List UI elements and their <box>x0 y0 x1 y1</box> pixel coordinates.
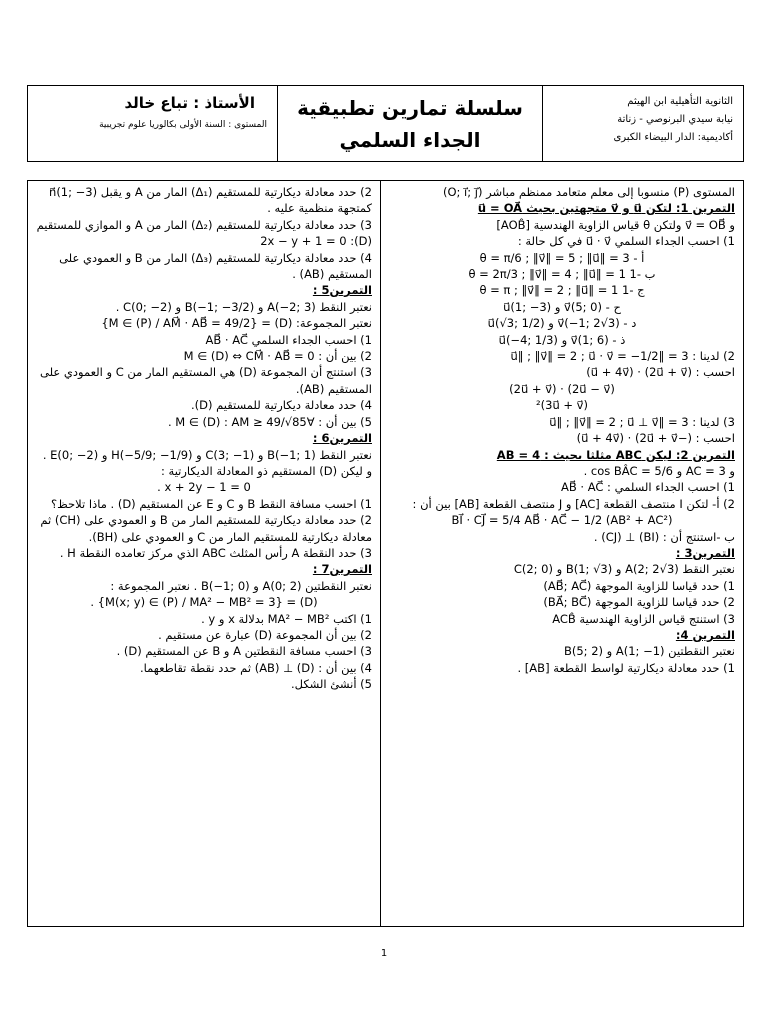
exercise-title: التمرين 4: <box>675 627 735 642</box>
exercise-line: و v⃗ = OB⃗ ولتكن θ قياس الزاوية الهندسية [AOB̂] <box>496 217 735 232</box>
title-cell <box>278 86 543 161</box>
exercise-line: نعتبر النقط A(−2; 3) و B(−1; −3/2) و C(0; −2) . <box>115 299 372 314</box>
exercise-line: 1) احسب الجداء السلمي u⃗ · v⃗ في كل حالة : <box>517 234 735 249</box>
exercise-line: 1) احسب الجداء السلمي : AB⃗ · AC⃗ <box>560 480 735 495</box>
exercise-line: نعتبر النقطتين A(1; −1) و B(5; 2) <box>563 644 735 659</box>
exercise-line: 1) احسب الجداء السلمي AB⃗ · AC⃗ <box>205 332 372 347</box>
level-label: المستوى : السنة الأولى بكالوريا علوم تجريبية <box>99 120 267 130</box>
exercise-title: التمرين 1: لتكن u⃗ و v⃗ متجهتين بحيث u⃗ = OA⃗ <box>477 201 735 216</box>
exercise-line: ج -1 θ = π ; ‖v⃗‖ = 2 ; ‖u⃗‖ = 1 <box>479 283 645 298</box>
exercise-line: 4) حدد معادلة ديكارتية للمستقيم (D). <box>190 398 372 413</box>
exercise-line: 3) استنتج أن المجموعة (D) هي المستقيم المار من C و العمودي على المستقيم (AB). <box>39 365 372 396</box>
exercise-line: نعتبر النقطتين A(0; 2) و B(−1; 0) . نعتبر المجموعة : <box>110 578 372 593</box>
exercise-line: د - v⃗(−1; 2√3) و u⃗(√3; 1/2) <box>487 316 637 331</box>
exercise-title: التمرين6 : <box>312 431 372 446</box>
page-number: 1 <box>380 948 388 959</box>
exercise-line: 3) حدد النقطة A رأس المثلث ABC الذي مركز تعامده النقطة H . <box>59 545 372 560</box>
topic-title: الجداء السلمي <box>339 128 481 152</box>
exercise-line: 2) أ- لتكن I منتصف القطعة [AC] و J منتصف القطعة [AB] بين أن : <box>412 496 735 511</box>
exercise-line: ح - v⃗(5; 0) و u⃗(1; −3) <box>503 299 621 314</box>
exercise-line: (2u⃗ − v⃗) · (2u⃗ + v⃗) <box>509 381 615 396</box>
exercise-line: نعتبر المجموعة: (D) = {M ∈ (P) / AM⃗ · AB⃗ = 49/2} <box>101 316 372 331</box>
exercise-title: التمرين 2: ليكن ABC مثلثا بحيث : AB = 4 <box>496 447 735 462</box>
exercise-line: BI⃗ · CJ⃗ = 5/4 AB⃗ · AC⃗ − 1/2 (AB² + AC²) <box>451 513 673 528</box>
exercise-line: ب -1 θ = 2π/3 ; ‖v⃗‖ = 4 ; ‖u⃗‖ = 1 <box>468 267 656 282</box>
exercise-title: التمرين7 : <box>312 562 372 577</box>
exercise-line: 2) حدد قياسا للزاوية الموجهة (BA⃗; BC⃗) <box>543 595 735 610</box>
exercise-line: 2) حدد معادلة ديكارتية للمستقيم (Δ₁) المار من A و يقبل n⃗(1; −3) كمتجهة منظمية عليه . <box>49 185 372 216</box>
teacher-name: الأستاذ : تباع خالد <box>124 94 255 112</box>
school-academy: أكاديمية: الدار البيضاء الكبرى <box>613 132 733 143</box>
series-title: سلسلة تمارين تطبيقية <box>297 96 523 120</box>
school-cell <box>543 86 743 161</box>
exercises-frame <box>27 180 744 927</box>
exercise-line: و AC = 3 و cos BÂC = 5/6 . <box>583 463 735 478</box>
exercise-title: التمرين5 : <box>312 283 372 298</box>
exercise-line: 3) لدينا : 3 = ‖u⃗‖ ; ‖v⃗‖ = 2 ; u⃗ ⊥ v⃗ <box>549 414 735 429</box>
exercise-line: 3) حدد معادلة ديكارتية للمستقيم (Δ₂) المار من A و الموازي للمستقيم (D): 2x − y + 1 = 0 <box>36 217 372 249</box>
exercise-line: 4) حدد معادلة ديكارتية للمستقيم (Δ₃) المار من B و العمودي على المستقيم (AB) . <box>59 250 372 282</box>
exercise-line: 1) اكتب MA² − MB² بدلالة x و y . <box>201 611 372 626</box>
exercise-line: أ - θ = π/6 ; ‖v⃗‖ = 5 ; ‖u⃗‖ = 3 <box>479 250 645 265</box>
exercise-line: ذ - v⃗(1; 6) و u⃗(−4; 1/3) <box>498 332 626 347</box>
exercise-line: المستوى (P) منسوبا إلى معلم متعامد ممنظم مباشر (O; i⃗; j⃗) <box>442 185 735 199</box>
exercise-line: 2) لدينا : 3 = ‖u⃗‖ ; ‖v⃗‖ = 2 ; u⃗ · v⃗ = −1/2 <box>510 349 735 364</box>
exercise-line: احسب : (−2u⃗ + v⃗) · (u⃗ + 4v⃗) <box>576 431 735 446</box>
exercise-line: 5) أنشئ الشكل. <box>290 677 372 692</box>
exercise-line: نعتبر النقط A(2; 2√3) و B(1; √3) و C(2; 0) <box>513 562 735 577</box>
right-column <box>381 181 743 926</box>
exercise-line: 3) استنتج قياس الزاوية الهندسية ACB̂ <box>552 611 735 626</box>
teacher-cell <box>28 86 278 161</box>
exercise-line: 5) بين أن : ∀M ∈ (D) : AM ≥ 49/√85 . <box>167 414 372 429</box>
exercise-line: (D) = {M(x; y) ∈ (P) / MA² − MB² = 3} . <box>90 595 318 610</box>
exercise-line: 1) احسب مسافة النقط B و C و E عن المستقيم (D) . ماذا تلاحظ؟ <box>51 496 372 511</box>
exercise-line: 1) حدد قياسا للزاوية الموجهة (AB⃗; AC⃗) <box>543 578 735 593</box>
document-header <box>27 85 744 162</box>
exercise-line: x + 2y − 1 = 0 . <box>157 480 251 495</box>
exercise-line: 2) حدد معادلة ديكارتية للمستقيم المار من B و العمودي على (CH) ثم معادلة ديكارتية للمستقيم المار من C و العمودي على (BH). <box>40 513 372 544</box>
exercise-line: (3u⃗ + v⃗)² <box>536 398 588 413</box>
school-directorate: نيابة سيدي البرنوصي - زناتة <box>617 114 733 125</box>
exercise-title: التمرين3 : <box>675 545 735 560</box>
school-name: الثانوية التأهيلية ابن الهيثم <box>627 96 733 107</box>
exercise-line: 2) بين أن المجموعة (D) عبارة عن مستقيم . <box>158 627 372 642</box>
exercise-line: نعتبر النقط B(−1; 1) و C(3; −1) و H(−5/9; −1/9) و E(0; −2) . و ليكن (D) المستقيم ذو المعادلة الديكارتية : <box>42 447 372 478</box>
exercise-line: 3) احسب مسافة النقطتين A و B عن المستقيم (D) . <box>116 644 372 659</box>
exercise-line: 4) بين أن : (D) ⊥ (AB) ثم حدد نقطة تقاطعهما. <box>140 660 372 675</box>
exercise-line: 2) بين أن : M ∈ (D) ⇔ CM⃗ · AB⃗ = 0 <box>183 349 372 364</box>
exercise-line: احسب : (2u⃗ + v⃗) · (u⃗ + 4v⃗) <box>586 365 735 380</box>
exercise-line: 1) حدد معادلة ديكارتية لواسط القطعة [AB] . <box>517 660 735 675</box>
left-column <box>28 181 381 926</box>
exercise-line: ب -استنتج أن : (BI) ⊥ (CJ) . <box>593 529 735 544</box>
